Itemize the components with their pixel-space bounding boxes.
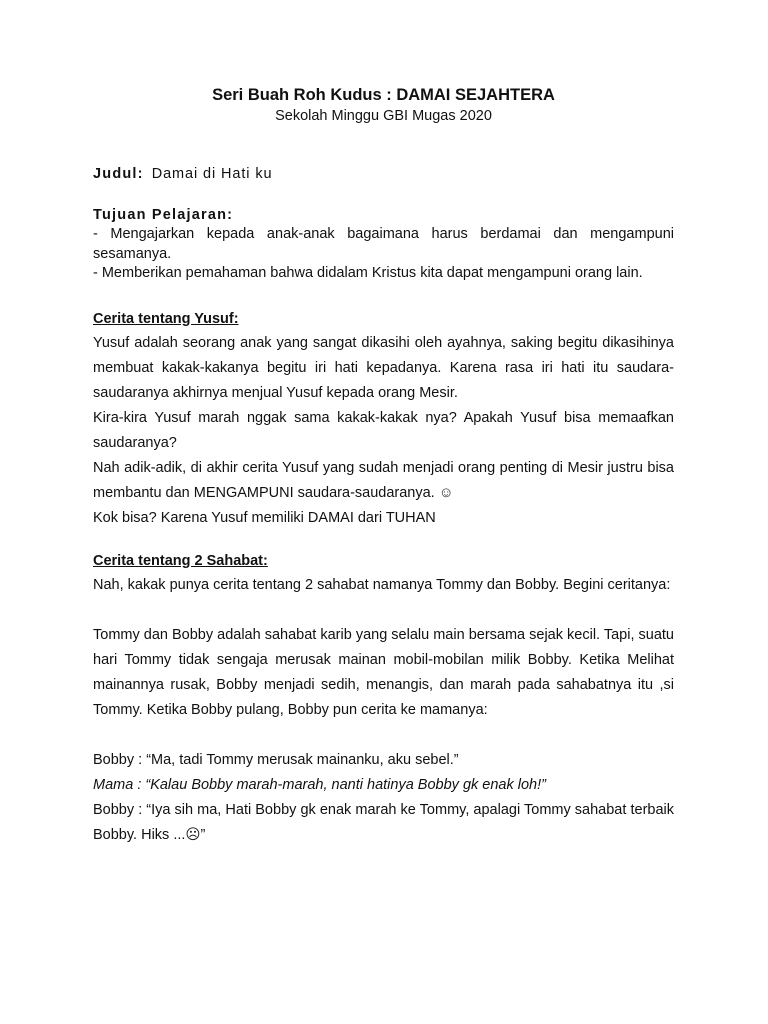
judul-label: Judul:: [93, 166, 144, 182]
sahabat-heading: Cerita tentang 2 Sahabat:: [93, 552, 268, 569]
tujuan-item-2: - Memberikan pemahaman bahwa didalam Kristus kita dapat mengampuni orang lain.: [93, 265, 643, 281]
judul-line: [93, 164, 674, 184]
document-body: [93, 84, 674, 848]
judul-value: Damai di Hati ku: [151, 166, 273, 182]
tujuan-heading: [93, 205, 674, 225]
yusuf-heading: Cerita tentang Yusuf:: [93, 310, 239, 327]
document-title: Seri Buah Roh Kudus : DAMAI SEJAHTERA: [212, 86, 555, 104]
yusuf-paragraph-2: Kira-kira Yusuf marah nggak sama kakak-kakak nya? Apakah Yusuf bisa memaafkan saudaranya?: [93, 409, 674, 451]
tujuan-label: Tujuan Pelajaran:: [93, 207, 234, 223]
yusuf-paragraph-1: Yusuf adalah seorang anak yang sangat dikasihi oleh ayahnya, saking begitu dikasihinya membuat kakak-kakanya begitu iri hati kepadanya. Karena rasa iri hati itu saudara-saudaranya akhirnya menjual Yusuf kepada orang Mesir.: [93, 334, 674, 401]
document-subtitle: Sekolah Minggu GBI Mugas 2020: [275, 108, 492, 124]
sahabat-story: Tommy dan Bobby adalah sahabat karib yang selalu main bersama sejak kecil. Tapi, suatu hari Tommy tidak sengaja merusak mainan mobil-mobilan milik Bobby. Ketika Melihat mainannya rusak, Bobby menjadi sedih, menangis, dan marah pada sahabatnya itu ,si Tommy. Ketika Bobby pulang, Bobby pun cerita ke mamanya:: [93, 626, 674, 718]
dialog-line-mama: Mama : “Kalau Bobby marah-marah, nanti hatinya Bobby gk enak loh!”: [93, 776, 546, 793]
yusuf-paragraph-4: Kok bisa? Karena Yusuf memiliki DAMAI dari TUHAN: [93, 509, 436, 526]
dialog-line-bobby-2: Bobby : “Iya sih ma, Hati Bobby gk enak marah ke Tommy, apalagi Tommy sahabat terbaik Bobby. Hiks ...☹”: [93, 801, 674, 843]
dialog-line-bobby-1: Bobby : “Ma, tadi Tommy merusak mainanku, aku sebel.”: [93, 751, 459, 768]
yusuf-paragraph-3: Nah adik-adik, di akhir cerita Yusuf yang sudah menjadi orang penting di Mesir justru bisa membantu dan MENGAMPUNI saudara-saudaranya. ☺: [93, 459, 674, 501]
sahabat-intro: Nah, kakak punya cerita tentang 2 sahabat namanya Tommy dan Bobby. Begini ceritanya:: [93, 576, 671, 593]
tujuan-item-1: - Mengajarkan kepada anak-anak bagaimana harus berdamai dan mengampuni sesamanya.: [93, 226, 674, 262]
